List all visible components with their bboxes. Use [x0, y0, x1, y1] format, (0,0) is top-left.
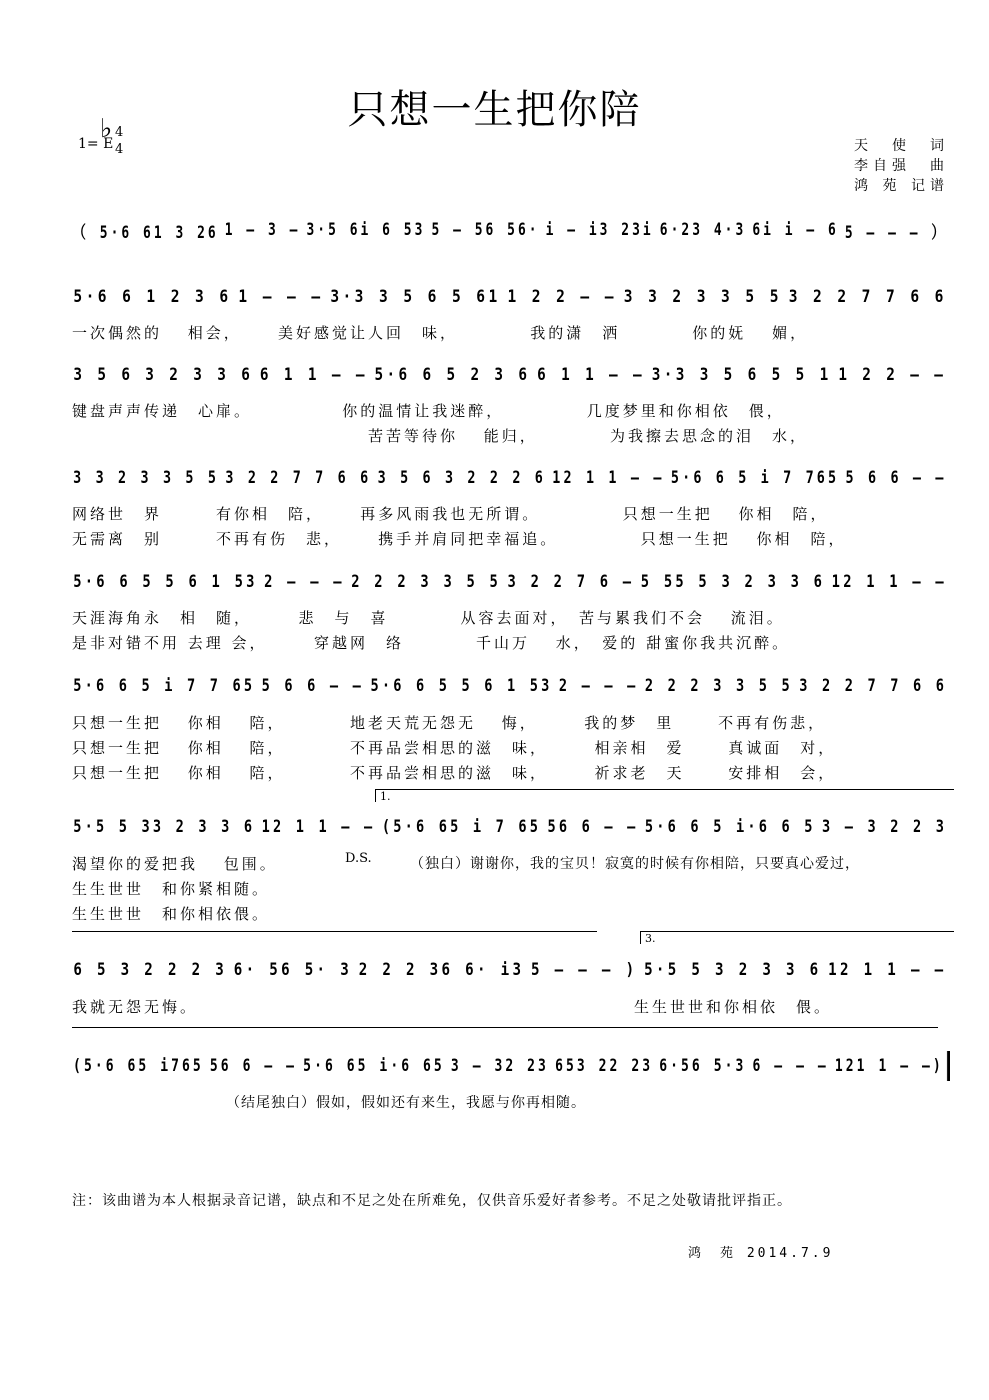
measure: (5·6 65 i 7 65 — [381, 817, 542, 837]
measure: 3 2 2 7 7 6 6 — [799, 676, 948, 696]
measure: 2 – – – — [558, 676, 639, 696]
lyric-line: 渴望你的爱把我 包围。 — [72, 855, 278, 873]
measure: 653 22 23 — [555, 1056, 654, 1076]
lyricist-credit: 天 使 词 — [854, 138, 949, 154]
measure: 5 – – – ) — [530, 960, 638, 980]
measure: 5·6 6 5 5 6 1 53 — [370, 676, 553, 696]
lyric-line: 键盘声声传递 心扉。 你的温情让我迷醉， 几度梦里和你相依 偎， — [72, 402, 785, 420]
notation-system — [70, 215, 948, 245]
measure: 56 6 – – — [209, 1056, 298, 1076]
measure: 12 1 1 – – — [828, 960, 947, 980]
signature-date: 鸿 苑 2014.7.9 — [688, 1246, 834, 1261]
lyric-line: 天涯海角永 相 随， 悲 与 喜 从容去面对， 苦与累我们不会 流泪。 — [72, 609, 785, 627]
measure: 3 – 3 2 2 3 — [821, 817, 948, 837]
notation-system — [70, 463, 947, 493]
measure: 3 5 6 3 2 2 2 6 — [377, 468, 547, 488]
measure: 2 – – – — [264, 572, 345, 592]
measure: 3 2 2 7 7 6 6 — [788, 287, 947, 307]
measure: 5·6 6 5 i 7 765 — [670, 468, 840, 488]
measure: 3 – 32 23 — [450, 1056, 549, 1076]
lyric-line: 一次偶然的 相会， 美好感觉让人回 味， 我的潇 洒 你的妩 媚， — [72, 324, 809, 342]
lyric-line: 是非对错不用 去理 会， 穿越网 络 千山万 水， 爱的 甜蜜你我共沉醉。 — [72, 634, 791, 652]
measure: 3 2 2 7 6 – — [507, 572, 635, 592]
measure: 3 2 2 7 7 6 6 — [225, 468, 372, 488]
lyric-line: 生生世世 和你相依偎。 — [72, 905, 271, 923]
measure: 12 1 1 – – — [831, 572, 947, 592]
measure: 6 1 1 – – — [259, 365, 368, 385]
measure: 12 1 1 – – — [552, 468, 665, 488]
measure: i – i3 23i — [545, 220, 654, 240]
measure: 5·5 5 3 2 3 3 6 — [644, 960, 822, 980]
measure: 6 – – – — [752, 1056, 829, 1076]
measure: 121 1 – –) — [834, 1056, 944, 1076]
measure: 3 3 2 3 3 5 5 — [73, 468, 220, 488]
measure: 3·3 3 5 6 5 5 1 — [651, 365, 832, 385]
credits — [854, 136, 949, 196]
flat-icon: ♭ — [100, 114, 113, 144]
measure: 1 – – – — [238, 287, 324, 307]
measure: 5 55 5 3 2 3 3 6 — [640, 572, 826, 592]
measure: 2 2 2 3 3 5 5 — [351, 572, 502, 592]
measure: （ 5·6 61 3 26 — [73, 222, 219, 243]
measure: 5 – 56 56· — [431, 220, 540, 240]
measure: 3·3 3 5 6 5 61 — [330, 287, 501, 307]
final-barline — [947, 1051, 950, 1081]
lyric-line: 网络世 界 有你相 陪， 再多风雨我也无所谓。 只想一生把 你相 陪， — [72, 505, 829, 523]
measure: (5·6 65 i765 — [73, 1056, 204, 1076]
monologue-text: （结尾独白）假如，假如还有来生，我愿与你再相随。 — [226, 1095, 586, 1111]
footnote: 注：该曲谱为本人根据录音记谱，缺点和不足之处在所难免，仅供音乐爱好者参考。不足之处敬请批评指正。 — [72, 1193, 792, 1209]
notation-system — [70, 567, 947, 597]
notation-system — [70, 282, 947, 312]
measure: 5·6 6 5 i 7 7 65 — [73, 676, 256, 696]
notation-system — [70, 1051, 944, 1081]
lyric-line: 苦苦等待你 能归， 为我擦去思念的泪 水， — [368, 427, 809, 445]
song-title: 只想一生把你陪 — [347, 87, 642, 133]
measure: 1 2 2 – – — [507, 287, 617, 307]
first-ending-bracket: 1. — [375, 789, 954, 802]
transcriber-credit: 鸿 苑 记谱 — [854, 178, 949, 194]
third-ending-bracket: 3. — [640, 931, 954, 944]
notation-system — [70, 955, 947, 985]
measure: 3 5 6 3 2 3 3 6 — [73, 365, 254, 385]
notation-system — [70, 812, 948, 842]
measure: 3·5 6i 6 53 — [306, 220, 426, 240]
measure: 5·5 5 33 2 3 3 6 — [73, 817, 256, 837]
measure: 5 6 6 – – — [261, 676, 365, 696]
monologue-text: （独白）谢谢你，我的宝贝！寂寞的时候有你相陪，只要真心爱过， — [410, 856, 860, 872]
measure: 2 2 2 36 6· i3 — [358, 960, 525, 980]
measure: 6 5 3 2 2 2 3 — [73, 960, 228, 980]
measure: 5·6 6 5 2 3 6 — [374, 365, 531, 385]
lyric-line: 生生世世 和你紧相随。 — [72, 880, 271, 898]
lyric-line: 无需离 别 不再有伤 悲， 携手并肩同把幸福追。 只想一生把 你相 陪， — [72, 530, 847, 548]
dal-segno-mark: D.S. — [345, 851, 372, 866]
measure: 6i i – 6 — [752, 220, 839, 240]
measure: 6 1 1 – – — [537, 365, 646, 385]
measure: 5 6 6 – – — [845, 468, 947, 488]
bracket-rule — [72, 931, 597, 932]
coda-rule — [72, 1027, 938, 1028]
measure: 5 – – – ） — [844, 222, 948, 243]
lyric-line: 只想一生把 你相 陪， 不再品尝相思的滋 味， 祈求老 天 安排相 会， — [72, 764, 837, 782]
measure: 6· 56 5· 3 — [233, 960, 353, 980]
measure: 6·56 5·3 — [659, 1056, 747, 1076]
measure: 5·6 6 5 5 6 1 53 — [73, 572, 258, 592]
time-signature — [115, 124, 123, 158]
measure: 5·6 6 5 i·6 6 5 — [644, 817, 816, 837]
lyric-line: 只想一生把 你相 陪， 不再品尝相思的滋 味， 相亲相 爱 真诚面 对， — [72, 739, 837, 757]
time-signature-beats: 4 — [115, 125, 124, 140]
measure: 5·6 65 i·6 65 — [303, 1056, 445, 1076]
measure: 3 3 2 3 3 5 5 — [623, 287, 782, 307]
measure: 2 2 2 3 3 5 5 — [644, 676, 793, 696]
measure: 6·23 4·3 — [659, 220, 747, 240]
composer-credit: 李自强 曲 — [854, 158, 949, 174]
lyric-line: 只想一生把 你相 陪， 地老天荒无怨无 悔， 我的梦 里 不再有伤悲， — [72, 714, 827, 732]
measure: 56 6 – – — [547, 817, 639, 837]
measure: 12 1 1 – – — [261, 817, 376, 837]
notation-system — [70, 671, 948, 701]
measure: 1 – 3 – — [224, 220, 301, 240]
lyric-line: 我就无怨无悔。 — [72, 998, 199, 1016]
key-signature: 1= E — [78, 136, 114, 152]
measure: 1 2 2 – – — [838, 365, 947, 385]
lyric-line: 生生世世和你相依 偎。 — [634, 998, 833, 1016]
measure: 5·6 6 1 2 3 6 — [73, 287, 232, 307]
time-signature-unit: 4 — [115, 142, 124, 157]
notation-system — [70, 360, 947, 390]
